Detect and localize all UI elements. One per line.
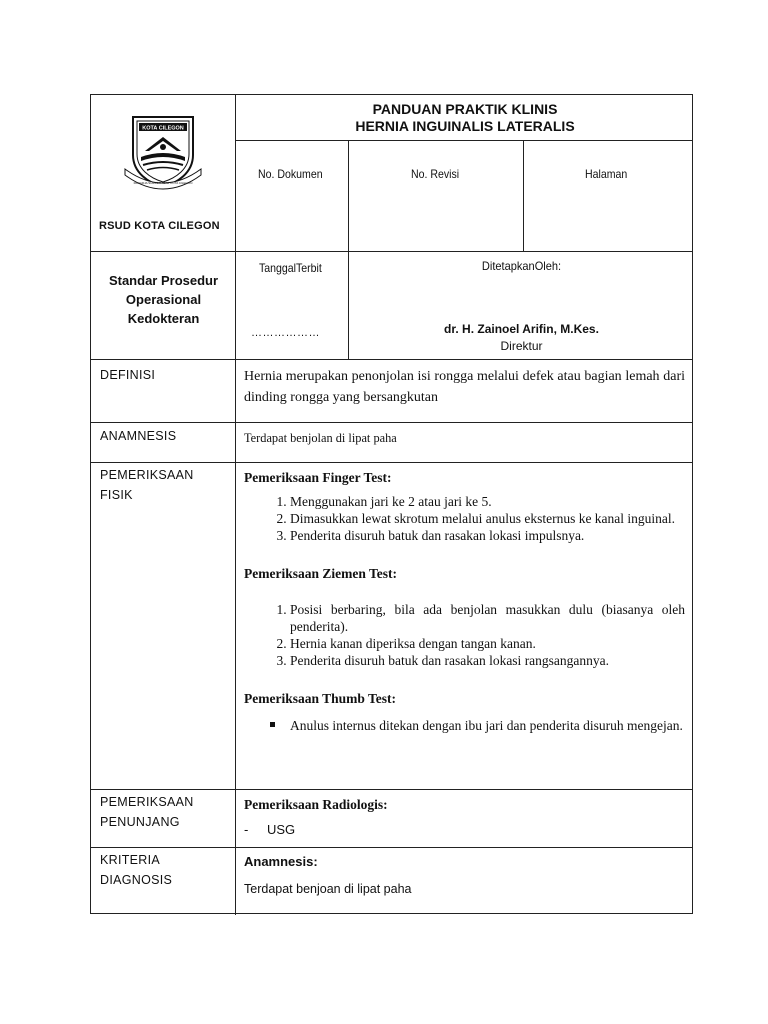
svg-text:KOTA CILEGON: KOTA CILEGON (142, 125, 184, 132)
pemeriksaan-fisik-content (244, 468, 685, 735)
hospital-logo (121, 107, 205, 191)
kriteria-text: Terdapat benjoan di lipat paha (244, 882, 412, 896)
list-item: 1. Posisi berbaring, bila ada benjolan masukkan dulu (biasanya oleh penderita). (290, 601, 685, 635)
label-line-2: DIAGNOSIS (100, 873, 173, 887)
ditetapkan-oleh-label: DitetapkanOleh: (481, 259, 562, 273)
title-line-1: PANDUAN PRAKTIK KLINIS (372, 101, 558, 117)
row-divider (91, 422, 693, 423)
signer-role: Direktur (500, 339, 543, 353)
pemeriksaan-penunjang-content (244, 795, 685, 840)
label-line-1: PEMERIKSAAN (100, 468, 194, 482)
kriteria-diagnosis-label (100, 850, 172, 890)
list-item-text: Anulus internus ditekan dengan ibu jari dan penderita disuruh mengejan. (290, 718, 683, 733)
no-revisi-label: No. Revisi (411, 167, 460, 181)
tanggal-terbit-value: ……………… (251, 327, 320, 339)
svg-text:RAHARJA SUMBER AJAR KOTA CILEG: RAHARJA SUMBER AJAR KOTA CILEGON (133, 181, 193, 185)
anamnesis-label: ANAMNESIS (100, 429, 177, 443)
column-divider (235, 95, 236, 915)
halaman-label: Halaman (585, 167, 628, 181)
label-line-1: KRITERIA (100, 853, 161, 867)
definisi-label: DEFINISI (100, 368, 156, 382)
kriteria-diagnosis-content (244, 852, 685, 899)
document-title (236, 101, 694, 135)
definisi-text: Hernia merupakan penonjolan isi rongga melalui defek atau bagian lemah dari dinding rongga yang bersangkutan (244, 369, 685, 405)
document-table (90, 94, 693, 914)
row-divider (91, 847, 693, 848)
pemeriksaan-penunjang-label (100, 792, 194, 832)
sop-line-2: Operasional (125, 292, 202, 307)
list-item: 2. Hernia kanan diperiksa dengan tangan kanan. (290, 635, 685, 652)
finger-test-heading: Pemeriksaan Finger Test: (244, 470, 392, 485)
square-bullet-icon (270, 722, 275, 727)
pemeriksaan-fisik-label (100, 465, 194, 505)
list-item: 3. Penderita disuruh batuk dan rasakan lokasi impulsnya. (290, 527, 685, 544)
column-divider (523, 140, 524, 251)
row-divider (91, 462, 693, 463)
ziemen-test-heading: Pemeriksaan Ziemen Test: (244, 566, 397, 581)
list-item (290, 716, 685, 735)
thumb-test-heading: Pemeriksaan Thumb Test: (244, 691, 397, 706)
row-divider (91, 251, 693, 252)
signer-name: dr. H. Zainoel Arifin, M.Kes. (444, 322, 599, 336)
row-divider (235, 140, 693, 141)
finger-test-list (244, 493, 685, 544)
label-line-2: FISIK (100, 488, 133, 502)
dash-bullet: - (244, 822, 249, 837)
radiologi-heading: Pemeriksaan Radiologis: (244, 797, 388, 812)
ziemen-test-list (244, 601, 685, 669)
row-divider (91, 359, 693, 360)
institution-name: RSUD KOTA CILEGON (99, 220, 220, 232)
tanggal-terbit-label: TanggalTerbit (259, 261, 322, 275)
sop-title (91, 271, 236, 328)
sop-line-3: Kedokteran (127, 311, 200, 326)
radiologi-item-text: USG (267, 822, 296, 837)
no-dokumen-label: No. Dokumen (258, 167, 323, 181)
radiologi-item (244, 820, 685, 840)
title-line-2: HERNIA INGUINALIS LATERALIS (355, 118, 575, 134)
list-item: 2. Dimasukkan lewat skrotum melalui anulus eksternus ke kanal inguinal. (290, 510, 685, 527)
thumb-test-list (244, 716, 685, 735)
anamnesis-heading: Anamnesis: (244, 854, 318, 869)
sop-line-1: Standar Prosedur (108, 273, 219, 288)
anamnesis-text: Terdapat benjolan di lipat paha (244, 430, 397, 445)
label-line-2: PENUNJANG (100, 815, 180, 829)
row-divider (91, 789, 693, 790)
label-line-1: PEMERIKSAAN (100, 795, 194, 809)
list-item: 1. Menggunakan jari ke 2 atau jari ke 5. (290, 493, 685, 510)
list-item: 3. Penderita disuruh batuk dan rasakan lokasi rangsangannya. (290, 652, 685, 669)
